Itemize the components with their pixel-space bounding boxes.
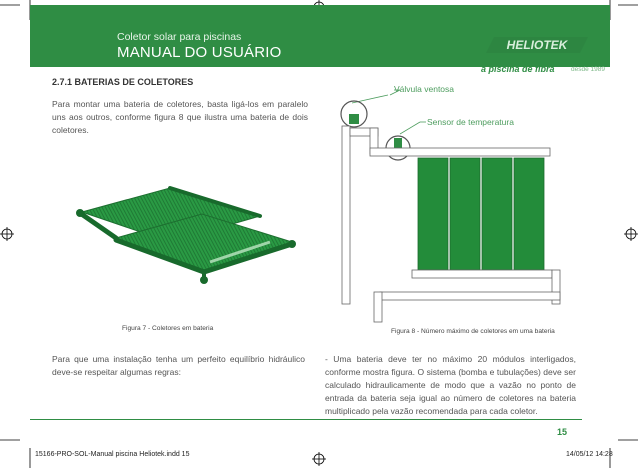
battery-rule-paragraph: - Uma bateria deve ter no máximo 20 módulos interligados, conforme mostra figura. O sistema (bomba e tubulações) deve ser calculado hidraulicamente de modo que a vazão no ponto de entrada da bateria seja igual ao número de coletores na bateria multiplicado pela vazão recomendada para cada coletor. [325,354,576,416]
rules-paragraph: Para que uma instalação tenha um perfeito equilíbrio hidráulico deve-se respeitar algumas regras: [52,354,305,377]
figure-7-illustration [70,180,300,310]
intro-paragraph: Para montar uma bateria de coletores, basta ligá-los em paralelo uns aos outros, conforme figura 8 que ilustra uma bateria de dois coletores. [52,99,308,135]
brand-logo [486,37,588,51]
page-number: 15 [557,427,568,437]
page-title: MANUAL DO USUÁRIO [117,44,282,61]
registration-mark-icon [312,452,326,466]
sensor-callout: Sensor de temperatura [427,117,514,127]
header-subtitle: Coletor solar para piscinas [117,31,242,43]
registration-mark-icon [0,227,14,241]
figure-8-caption: Figura 8 - Número máximo de coletores em uma bateria [391,328,555,335]
figure-7-caption: Figura 7 - Coletores em bateria [122,325,214,332]
bottom-rule [30,419,582,420]
section-title: 2.7.1 BATERIAS DE COLETORES [52,77,194,87]
brand-tagline: a piscina de fibra [481,64,555,74]
brand-text: HELIOTEK [506,38,568,52]
collector-panels [418,158,544,270]
registration-mark-icon [624,227,638,241]
print-date-slug: 14/05/12 14:28 [566,451,613,458]
print-file-slug: 15166-PRO-SOL-Manual piscina Heliotek.indd 15 [35,451,190,458]
valve-callout: Válvula ventosa [394,84,455,94]
brand-since: desde 1989 [571,66,605,73]
